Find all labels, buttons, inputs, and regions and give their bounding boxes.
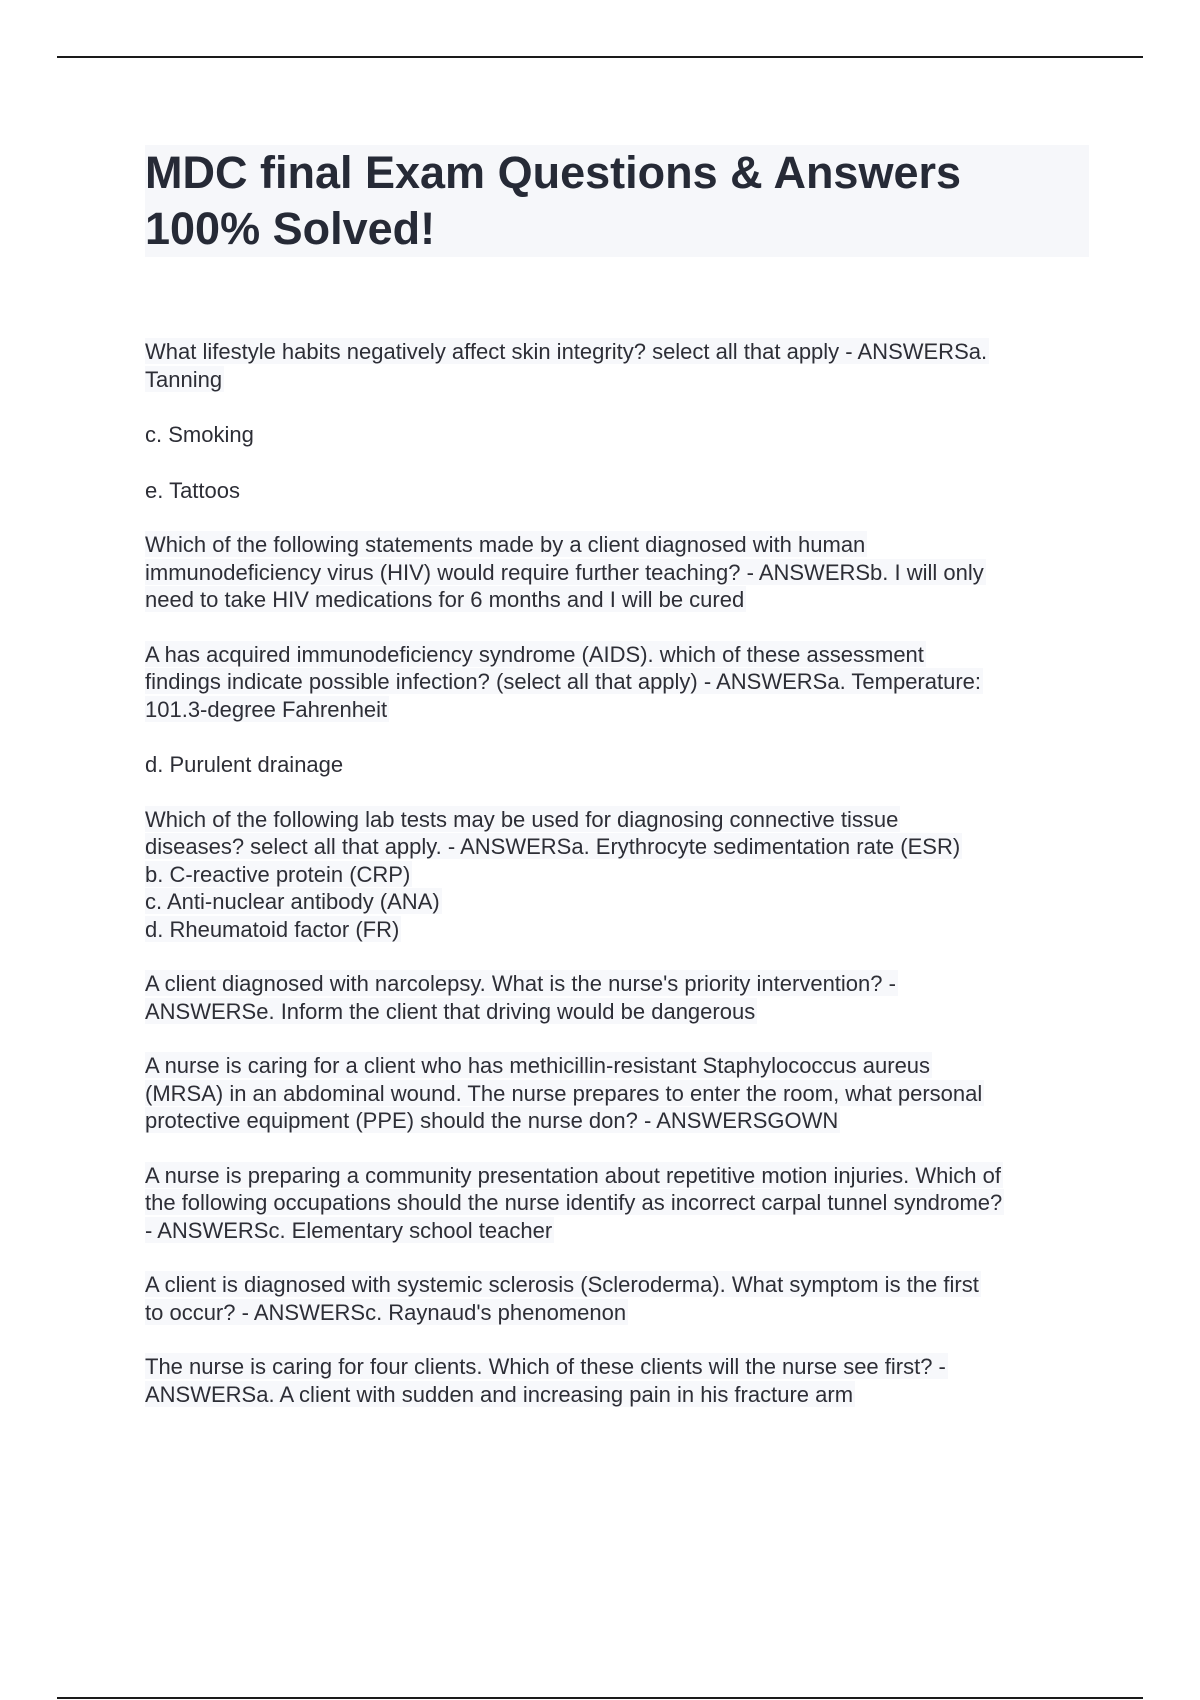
qa-paragraph: A has acquired immunodeficiency syndrome (AIDS). which of these assessment findings indicate possible infection? (select all that apply) - ANSWERSa. Temperature: 101.3-degree Fahrenheit <box>145 641 982 722</box>
qa-block <box>145 1353 1095 1408</box>
qa-paragraph: Which of the following lab tests may be used for diagnosing connective tissue diseases? select all that apply. - ANSWERSa. Erythrocyte sedimentation rate (ESR) b. C-reactive protein (CRP) c. Anti-nuclear antibody (ANA) d. Rheumatoid factor (FR) <box>145 806 961 942</box>
qa-paragraph: Which of the following statements made by a client diagnosed with human immunodeficiency virus (HIV) would require further teaching? - ANSWERSb. I will only need to take HIV medications for 6 months and I will be cured <box>145 532 984 612</box>
qa-block <box>145 1162 1095 1245</box>
qa-block <box>145 970 1095 1025</box>
qa-block <box>145 641 1095 724</box>
qa-block <box>145 1271 1095 1326</box>
document-title: MDC final Exam Questions & Answers 100% Solved! <box>145 147 962 254</box>
qa-block <box>145 750 1095 779</box>
qa-block <box>145 420 1095 449</box>
answer-option: e. Tattoos <box>145 477 240 503</box>
bottom-divider <box>57 1697 1143 1699</box>
qa-paragraph: A nurse is preparing a community presentation about repetitive motion injuries. Which of the following occupations should the nurse identify as incorrect carpal tunnel syndrome? - ANSWERSc. Elementary school teacher <box>145 1162 1003 1243</box>
qa-paragraph: A nurse is caring for a client who has methicillin-resistant Staphylococcus aureus (MRSA) in an abdominal wound. The nurse prepares to enter the room, what personal protective equipment (PPE) should the nurse don? - ANSWERSGOWN <box>145 1053 983 1133</box>
qa-paragraph: What lifestyle habits negatively affect skin integrity? select all that apply - ANSWERSa. Tanning <box>145 339 988 392</box>
top-divider <box>57 56 1143 58</box>
qa-content <box>145 338 1095 1435</box>
qa-block <box>145 1052 1095 1135</box>
title-block <box>145 145 1089 257</box>
qa-block <box>145 531 1095 614</box>
qa-paragraph: A client diagnosed with narcolepsy. What is the nurse's priority intervention? - ANSWERSe. Inform the client that driving would be dangerous <box>145 971 896 1024</box>
answer-option: c. Smoking <box>145 422 254 447</box>
qa-block <box>145 338 1095 393</box>
qa-paragraph: The nurse is caring for four clients. Which of these clients will the nurse see first? - ANSWERSa. A client with sudden and increasing pain in his fracture arm <box>145 1354 946 1407</box>
answer-option: d. Purulent drainage <box>145 752 344 777</box>
qa-block <box>145 806 1095 944</box>
qa-block <box>145 476 1095 505</box>
qa-paragraph: A client is diagnosed with systemic sclerosis (Scleroderma). What symptom is the first to occur? - ANSWERSc. Raynaud's phenomenon <box>145 1272 979 1325</box>
